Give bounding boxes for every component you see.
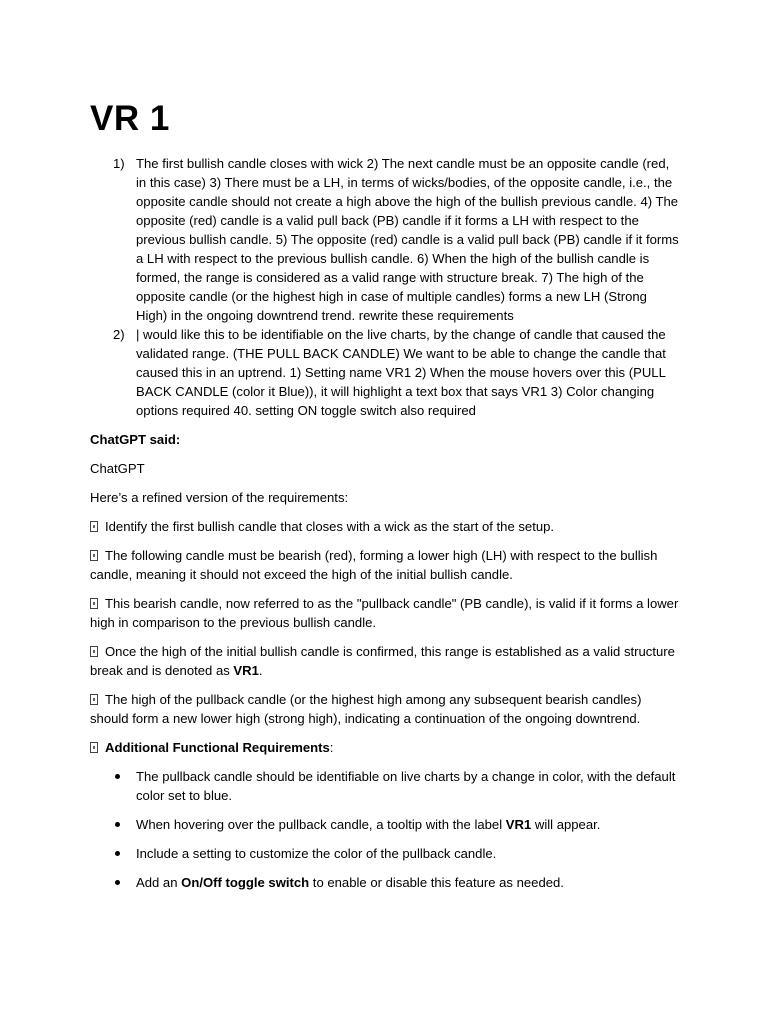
point-paragraph	[90, 594, 680, 632]
list-item	[90, 325, 680, 420]
list-item-text: When hovering over the pullback candle, a tooltip with the label	[136, 817, 506, 832]
point-paragraph	[90, 690, 680, 728]
missing-glyph-icon	[90, 598, 98, 609]
bullet-icon	[115, 880, 120, 885]
point-paragraph	[90, 517, 680, 536]
point-text: The high of the pullback candle (or the highest high among any subsequent bearish candles) should form a new lower high (strong high), indicating a continuation of the ongoing downtrend.	[90, 692, 642, 726]
list-item-bold-text: VR1	[505, 817, 532, 832]
list-item	[90, 873, 680, 892]
list-item-number: 1)	[113, 156, 125, 171]
list-item-number: 2)	[113, 327, 125, 342]
missing-glyph-icon	[90, 521, 98, 532]
list-item-text: to enable or disable this feature as needed.	[309, 875, 564, 890]
point-text: This bearish candle, now referred to as the "pullback candle" (PB candle), is valid if it forms a lower high in comparison to the previous bullish candle.	[90, 596, 679, 630]
list-item-text: Include a setting to customize the color of the pullback candle.	[136, 846, 497, 861]
point-paragraph	[90, 546, 680, 584]
chatgpt-said-label: ChatGPT said:	[90, 432, 181, 447]
point-text: Once the high of the initial bullish candle is confirmed, this range is established as a valid structure break and is denoted as	[90, 644, 675, 678]
list-item-text: The first bullish candle closes with wick 2) The next candle must be an opposite candle (red, in this case) 3) There must be a LH, in terms of wicks/bodies, of the opposite candle, i.e., the opposite candle should not create a high above the high of the bullish previous candle. 4) The opposite (red) candle is a valid pull back (PB) candle if it forms a LH with respect to the previous bullish candle. 5) The opposite (red) candle is a valid pull back (PB) candle if it forms a LH with respect to the previous bullish candle. 6) When the high of the bullish candle is formed, the range is considered as a valid range with structure break. 7) The high of the opposite candle (or the highest high in case of multiple candles) forms a new LH (Strong High) in the ongoing downtrend trend. rewrite these requirements	[136, 156, 679, 323]
list-item	[90, 815, 680, 834]
bullet-icon	[115, 851, 120, 856]
list-item	[90, 767, 680, 805]
functional-heading-colon: :	[329, 740, 334, 755]
missing-glyph-icon	[90, 742, 98, 753]
list-item	[90, 154, 680, 325]
chatgpt-said-heading	[90, 430, 680, 449]
list-item-text: will appear.	[531, 817, 601, 832]
intro-paragraph: Here’s a refined version of the requirements:	[90, 490, 349, 505]
functional-heading-paragraph	[90, 738, 680, 757]
functional-heading: Additional Functional Requirements	[105, 740, 330, 755]
list-item-text: Add an	[136, 875, 182, 890]
point-bold-text: VR1	[233, 663, 259, 678]
bullet-icon	[115, 774, 120, 779]
document-body	[90, 154, 680, 902]
point-text: The following candle must be bearish (red), forming a lower high (LH) with respect to the bullish candle, meaning it should not exceed the high of the initial bullish candle.	[90, 548, 658, 582]
missing-glyph-icon	[90, 694, 98, 705]
list-item-text: | would like this to be identifiable on the live charts, by the change of candle that caused the validated range. (THE PULL BACK CANDLE) We want to be able to change the candle that caused this in an uptrend. 1) Setting name VR1 2) When the mouse hovers over this (PULL BACK CANDLE (color it Blue)), it will highlight a text box that says VR1 3) Color changing options required 40. setting ON toggle switch also required	[136, 327, 666, 418]
functional-requirements-list	[90, 767, 680, 892]
list-item-text: The pullback candle should be identifiable on live charts by a change in color, with the default color set to blue.	[136, 769, 676, 803]
point-text: Identify the first bullish candle that closes with a wick as the start of the setup.	[105, 519, 555, 534]
chatgpt-label: ChatGPT	[90, 461, 145, 476]
document-title: VR 1	[90, 99, 170, 138]
point-text: .	[258, 663, 263, 678]
list-item-bold-text: On/Off toggle switch	[181, 875, 310, 890]
missing-glyph-icon	[90, 550, 98, 561]
requirements-list	[90, 154, 680, 420]
point-paragraph	[90, 642, 680, 680]
missing-glyph-icon	[90, 646, 98, 657]
list-item	[90, 844, 680, 863]
bullet-icon	[115, 822, 120, 827]
